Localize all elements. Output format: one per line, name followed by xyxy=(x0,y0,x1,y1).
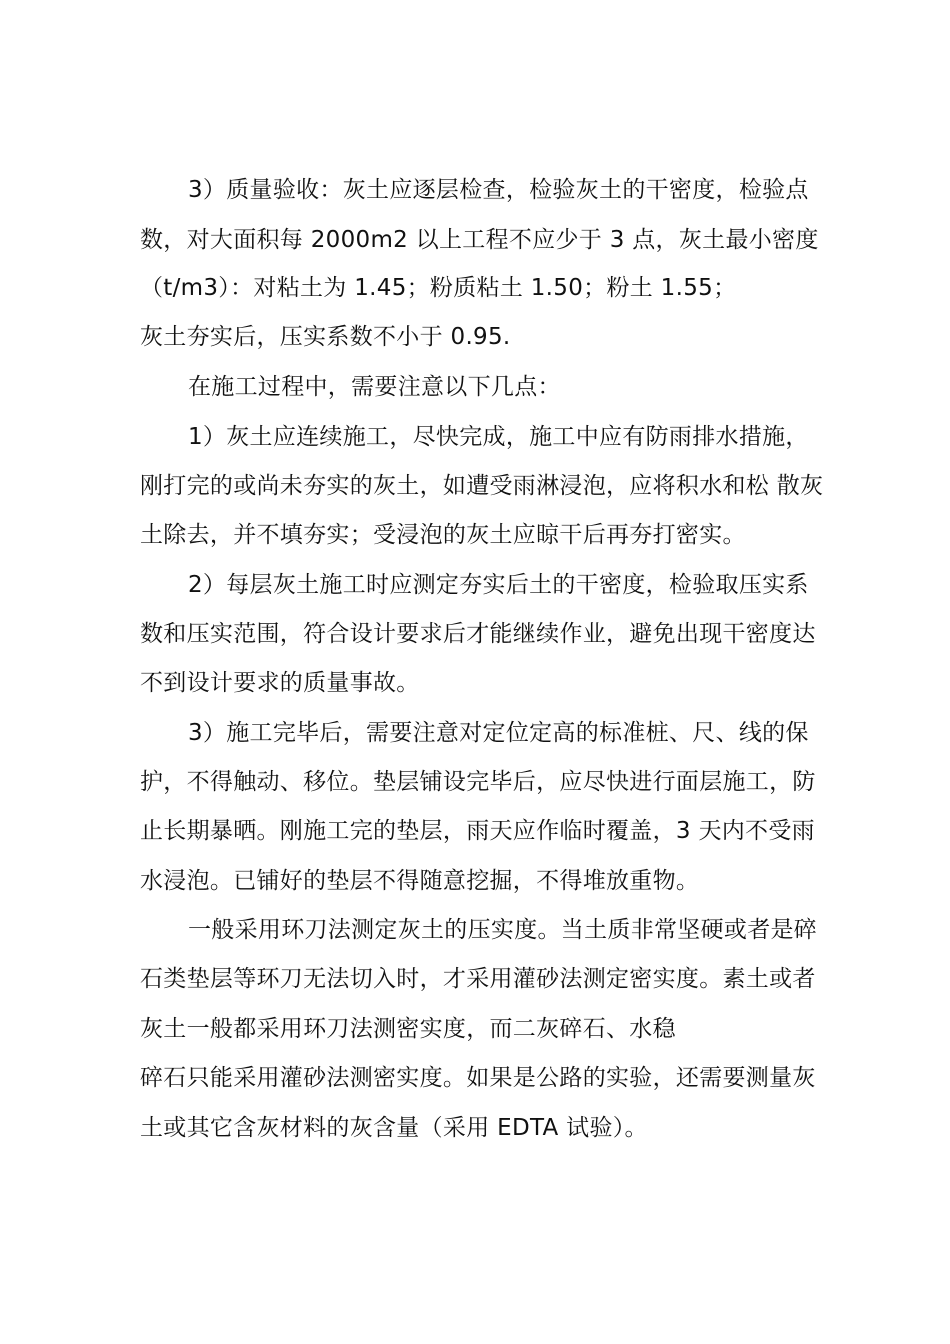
text-line: 在施工过程中，需要注意以下几点： xyxy=(188,374,561,400)
text-line: 刚打完的或尚未夯实的灰土，如遭受雨淋浸泡，应将积水和松 散灰 xyxy=(140,473,824,499)
text-line: 3）质量验收：灰土应逐层检查，检验灰土的干密度，检验点 xyxy=(188,177,809,203)
text-line: 3）施工完毕后，需要注意对定位定高的标准桩、尺、线的保 xyxy=(188,720,809,746)
text-line: 护，不得触动、移位。垫层铺设完毕后，应尽快进行面层施工，防 xyxy=(140,769,816,795)
text-line: 一般采用环刀法测定灰土的压实度。当土质非常坚硬或者是碎 xyxy=(188,917,818,943)
text-line: 数和压实范围，符合设计要求后才能继续作业，避免出现干密度达 xyxy=(140,621,816,647)
text-line: 水浸泡。已铺好的垫层不得随意挖掘，不得堆放重物。 xyxy=(140,868,700,894)
text-line: 石类垫层等环刀无法切入时，才采用灌砂法测定密实度。素土或者 xyxy=(140,966,816,992)
text-line: （t/m3）：对粘土为 1.45；粉质粘土 1.50；粉土 1.55； xyxy=(140,275,737,301)
text-line: 土或其它含灰材料的灰含量（采用 EDTA 试验）。 xyxy=(140,1115,648,1141)
text-line: 1）灰土应连续施工，尽快完成，施工中应有防雨排水措施， xyxy=(188,424,809,450)
text-line: 土除去，并不填夯实；受浸泡的灰土应晾干后再夯打密实。 xyxy=(140,522,746,548)
text-line: 碎石只能采用灌砂法测密实度。如果是公路的实验，还需要测量灰 xyxy=(140,1065,816,1091)
text-line: 数，对大面积每 2000m2 以上工程不应少于 3 点，灰土最小密度 xyxy=(140,227,819,253)
text-line: 止长期暴晒。刚施工完的垫层，雨天应作临时覆盖，3 天内不受雨 xyxy=(140,818,815,844)
text-line: 不到设计要求的质量事故。 xyxy=(140,670,420,696)
text-line: 灰土一般都采用环刀法测密实度，而二灰碎石、水稳 xyxy=(140,1016,676,1042)
text-line: 灰土夯实后，压实系数不小于 0.95. xyxy=(140,324,511,350)
text-line: 2）每层灰土施工时应测定夯实后土的干密度，检验取压实系 xyxy=(188,572,809,598)
